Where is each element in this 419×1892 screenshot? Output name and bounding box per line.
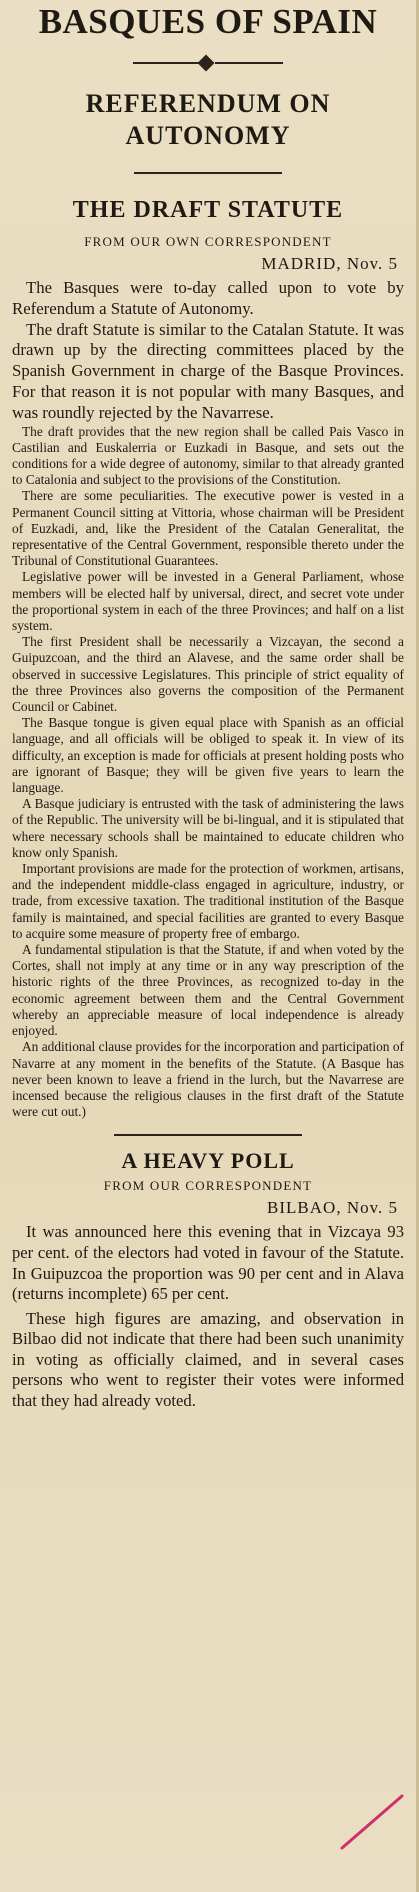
divider xyxy=(114,1134,302,1136)
section2-body xyxy=(12,1222,404,1411)
section2-byline: FROM OUR CORRESPONDENT xyxy=(103,1178,313,1194)
lead-paragraph: The draft Statute is similar to the Catalan Statute. It was drawn up by the directing committees placed by the Spanish Government in charge of the Basque Provinces. For that reason it is not popular with many Basques, and was roundly rejected by the Navarrese. xyxy=(12,319,404,422)
body-paragraph: The first President shall be necessarily a Vizcayan, the second a Guipuzcoan, and the third an Alavese, and the same order shall be observed in successive Legislatures. This principle of strict equality of the three Provinces also governs the composition of the Permanent Council or Cabinet. xyxy=(12,634,404,715)
section1-dateline: MADRID, Nov. 5 xyxy=(261,254,398,273)
body-paragraph: A Basque judiciary is entrusted with the task of administering the laws of the Republic. The university will be bi-lingual, and it is stipulated that where necessary schools shall be maintained to educate children who know only Spanish. xyxy=(12,796,404,860)
headline-ornament xyxy=(133,52,283,74)
section1-byline: FROM OUR OWN CORRESPONDENT xyxy=(84,234,332,249)
body-paragraph: An additional clause provides for the incorporation and participation of Navarre at any moment in the benefits of the Statute. (A Basque has never been known to leave a friend in the lurch, but the Navarrese are incensed because the religious clauses in the first draft of the Statute were cut out.) xyxy=(12,1039,404,1120)
body-paragraph: Legislative power will be invested in a General Parliament, whose members will be elected half by universal, direct, and secret vote under the proportional system in each of the three Provinces; and half on a list system. xyxy=(12,569,404,634)
section1-lead xyxy=(12,278,404,424)
body-paragraph: Important provisions are made for the protection of workmen, artisans, and the independent middle-class engaged in agriculture, industry, or trade, from excessive taxation. The traditional institution of the Basque family is maintained, and special facilities are granted to every Basque to acquire some measure of property free of embargo. xyxy=(12,861,404,941)
body-paragraph: A fundamental stipulation is that the Statute, if and when voted by the Cortes, shall not imply at any time or in any way prescription of the historic rights of the three Provinces, as recognized to-day in the economic agreement between them and the Central Government whereby an appreciable measure of local independence is already enjoyed. xyxy=(12,942,404,1039)
body-paragraph: It was announced here this evening that in Vizcaya 93 per cent. of the electors had voted in favour of the Statute. In Guipuzcoa the proportion was 90 per cent and in Alava (returns incomplete) 65 per cent. xyxy=(12,1222,404,1304)
section1-title: THE DRAFT STATUTE xyxy=(72,197,344,223)
body-paragraph: These high figures are amazing, and observation in Bilbao did not indicate that there had been such unanimity in voting as officially claimed, and in several cases persons who went to register their votes were informed that they had already voted. xyxy=(12,1308,404,1411)
lead-paragraph: The Basques were to-day called upon to vote by Referendum a Statute of Autonomy. xyxy=(12,278,404,318)
section1-body xyxy=(12,424,404,1121)
section2-title: A HEAVY POLL xyxy=(121,1148,295,1174)
main-headline: BASQUES OF SPAIN xyxy=(38,2,378,41)
body-paragraph: The draft provides that the new region shall be called Pais Vasco in Castilian and Euskalerria or Euzkadi in Basque, and sets out the conditions for a wide degree of autonomy, similar to that already granted to Catalonia and subject to the provisions of the Constitution. xyxy=(12,423,404,488)
body-paragraph: The Basque tongue is given equal place with Spanish as an official language, and all officials will be obliged to speak it. In view of its difficulty, an exception is made for officials at present holding posts who are ignorant of Basque; they will be given five years to learn the language. xyxy=(12,715,404,796)
divider xyxy=(134,172,283,174)
section2-dateline: BILBAO, Nov. 5 xyxy=(267,1198,398,1218)
sub-headline: REFERENDUM ON AUTONOMY xyxy=(85,89,331,150)
pen-mark xyxy=(338,1792,408,1852)
body-paragraph: There are some peculiarities. The executive power is vested in a Permanent Council sitting at Vittoria, whose chairman will be President of Euzkadi, and, like the President of the Catalan Generalitat, the representative of the Central Government, responsible thereto under the Tribunal of Constitutional Guarantees. xyxy=(12,488,404,569)
